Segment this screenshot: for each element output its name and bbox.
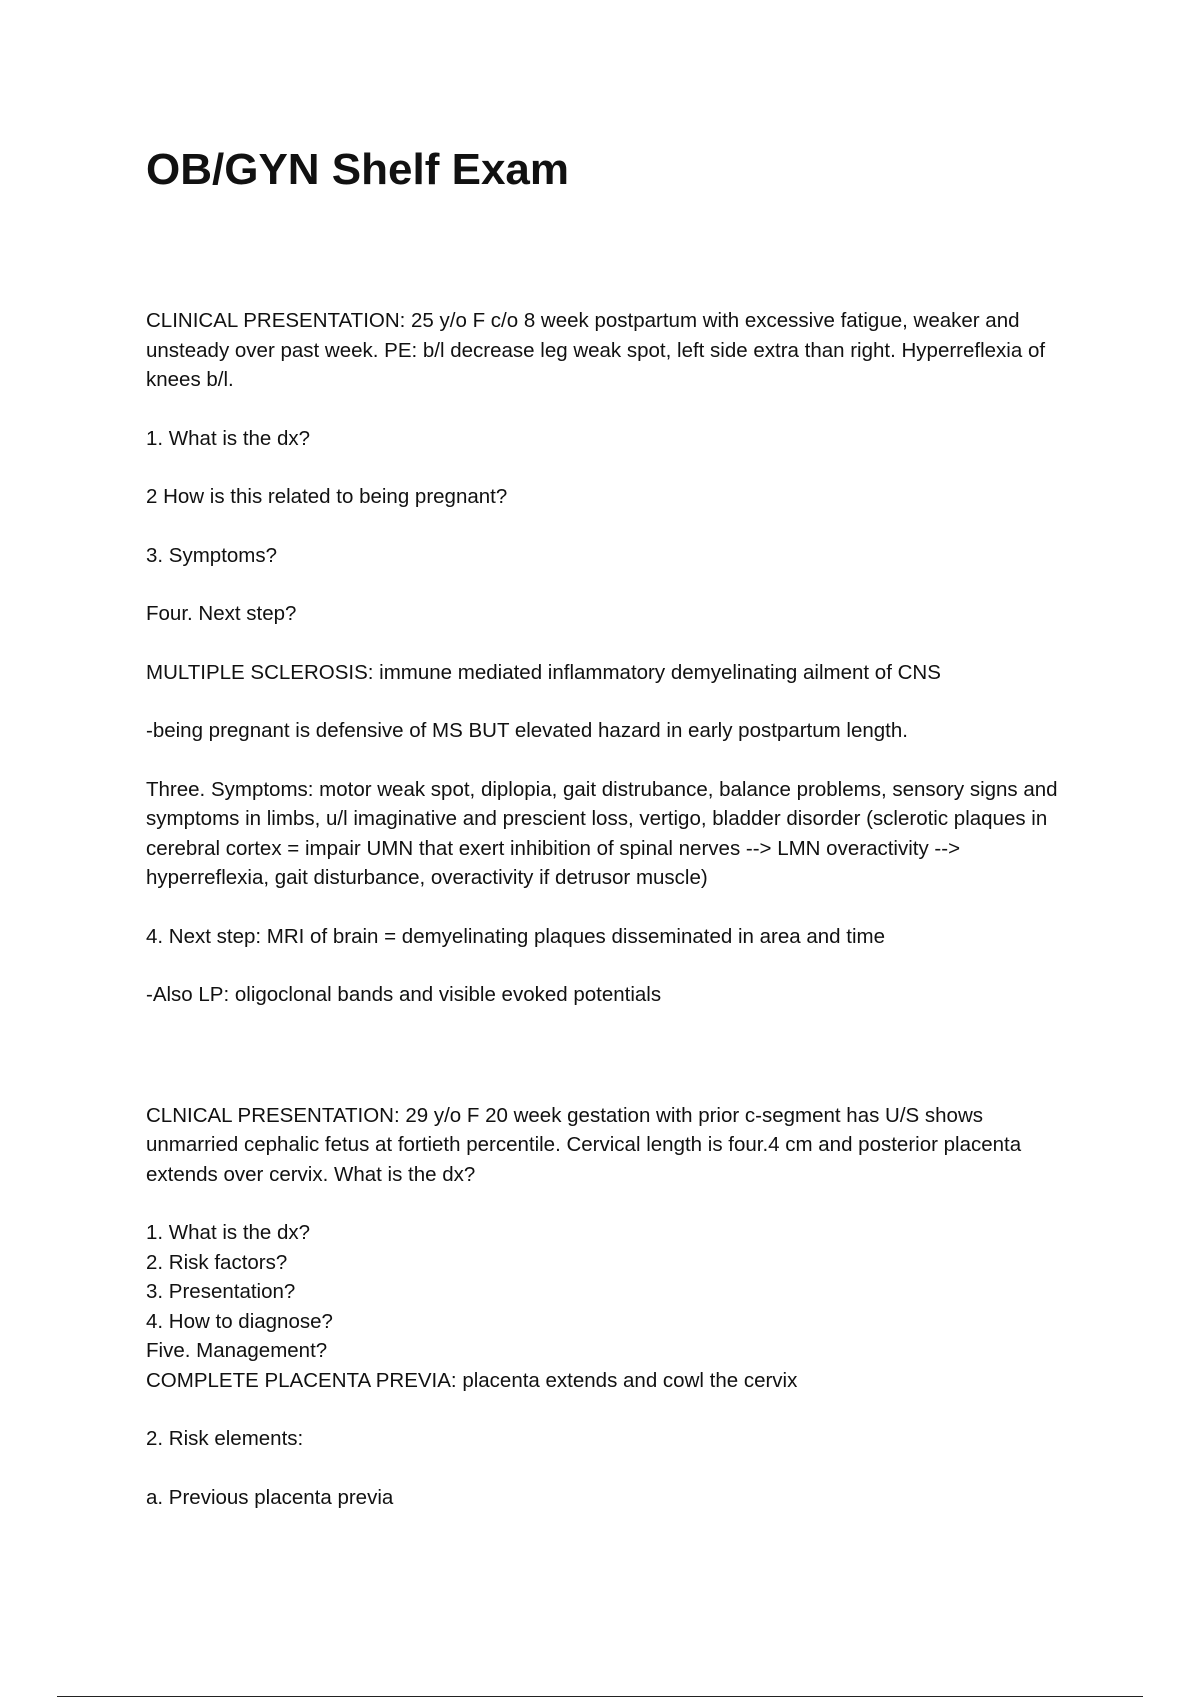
case2-question-3: 3. Presentation? <box>146 1280 296 1303</box>
case1-presentation: CLINICAL PRESENTATION: 25 y/o F c/o 8 week postpartum with excessive fatigue, weaker and unsteady over past week. PE: b/l decrease leg weak spot, left side extra than right. Hyperreflexia of knees b/l. <box>146 309 1046 391</box>
case1-question-3: 3. Symptoms? <box>146 543 278 567</box>
case1-answer-next-step: 4. Next step: MRI of brain = demyelinating plaques disseminated in area and time <box>146 924 885 948</box>
case1-question-4: Four. Next step? <box>146 602 297 625</box>
case2-presentation: CLNICAL PRESENTATION: 29 y/o F 20 week gestation with prior c-segment has U/S shows unmarried cephalic fetus at fortieth percentile. Cervical length is four.4 cm and posterior placenta extends over cervix. What is the dx? <box>146 1103 1022 1186</box>
section-spacer <box>146 1039 1076 1101</box>
case2-question-4: 4. How to diagnose? <box>146 1309 333 1333</box>
case2-answer-risk-heading: 2. Risk elements: <box>146 1427 304 1450</box>
document-body <box>146 306 1076 1541</box>
page-title: OB/GYN Shelf Exam <box>146 145 570 194</box>
case2-question-1: 1. What is the dx? <box>146 1221 311 1244</box>
case2-answer-diagnosis: COMPLETE PLACENTA PREVIA: placenta extends and cowl the cervix <box>146 1368 798 1392</box>
case1-question-1: 1. What is the dx? <box>146 426 311 450</box>
case1-answer-symptoms: Three. Symptoms: motor weak spot, diplopia, gait distrubance, balance problems, sensory signs and symptoms in limbs, u/l imaginative and prescient loss, vertigo, bladder disorder (sclerotic plaques in cerebral cortex = impair UMN that exert inhibition of spinal nerves --> LMN overactivity --> hyperreflexia, gait disturbance, overactivity if detrusor muscle) <box>146 777 1058 889</box>
footer-divider <box>57 1696 1143 1697</box>
case1-question-2: 2 How is this related to being pregnant? <box>146 485 508 508</box>
case2-question-5: Five. Management? <box>146 1339 328 1362</box>
case1-answer-pregnancy: -being pregnant is defensive of MS BUT elevated hazard in early postpartum length. <box>146 719 908 742</box>
case2-question-2: 2. Risk factors? <box>146 1250 288 1274</box>
case1-answer-diagnosis: MULTIPLE SCLEROSIS: immune mediated inflammatory demyelinating ailment of CNS <box>146 660 941 684</box>
case2-answer-risk-a: a. Previous placenta previa <box>146 1485 394 1509</box>
case1-answer-lp: -Also LP: oligoclonal bands and visible evoked potentials <box>146 983 662 1006</box>
